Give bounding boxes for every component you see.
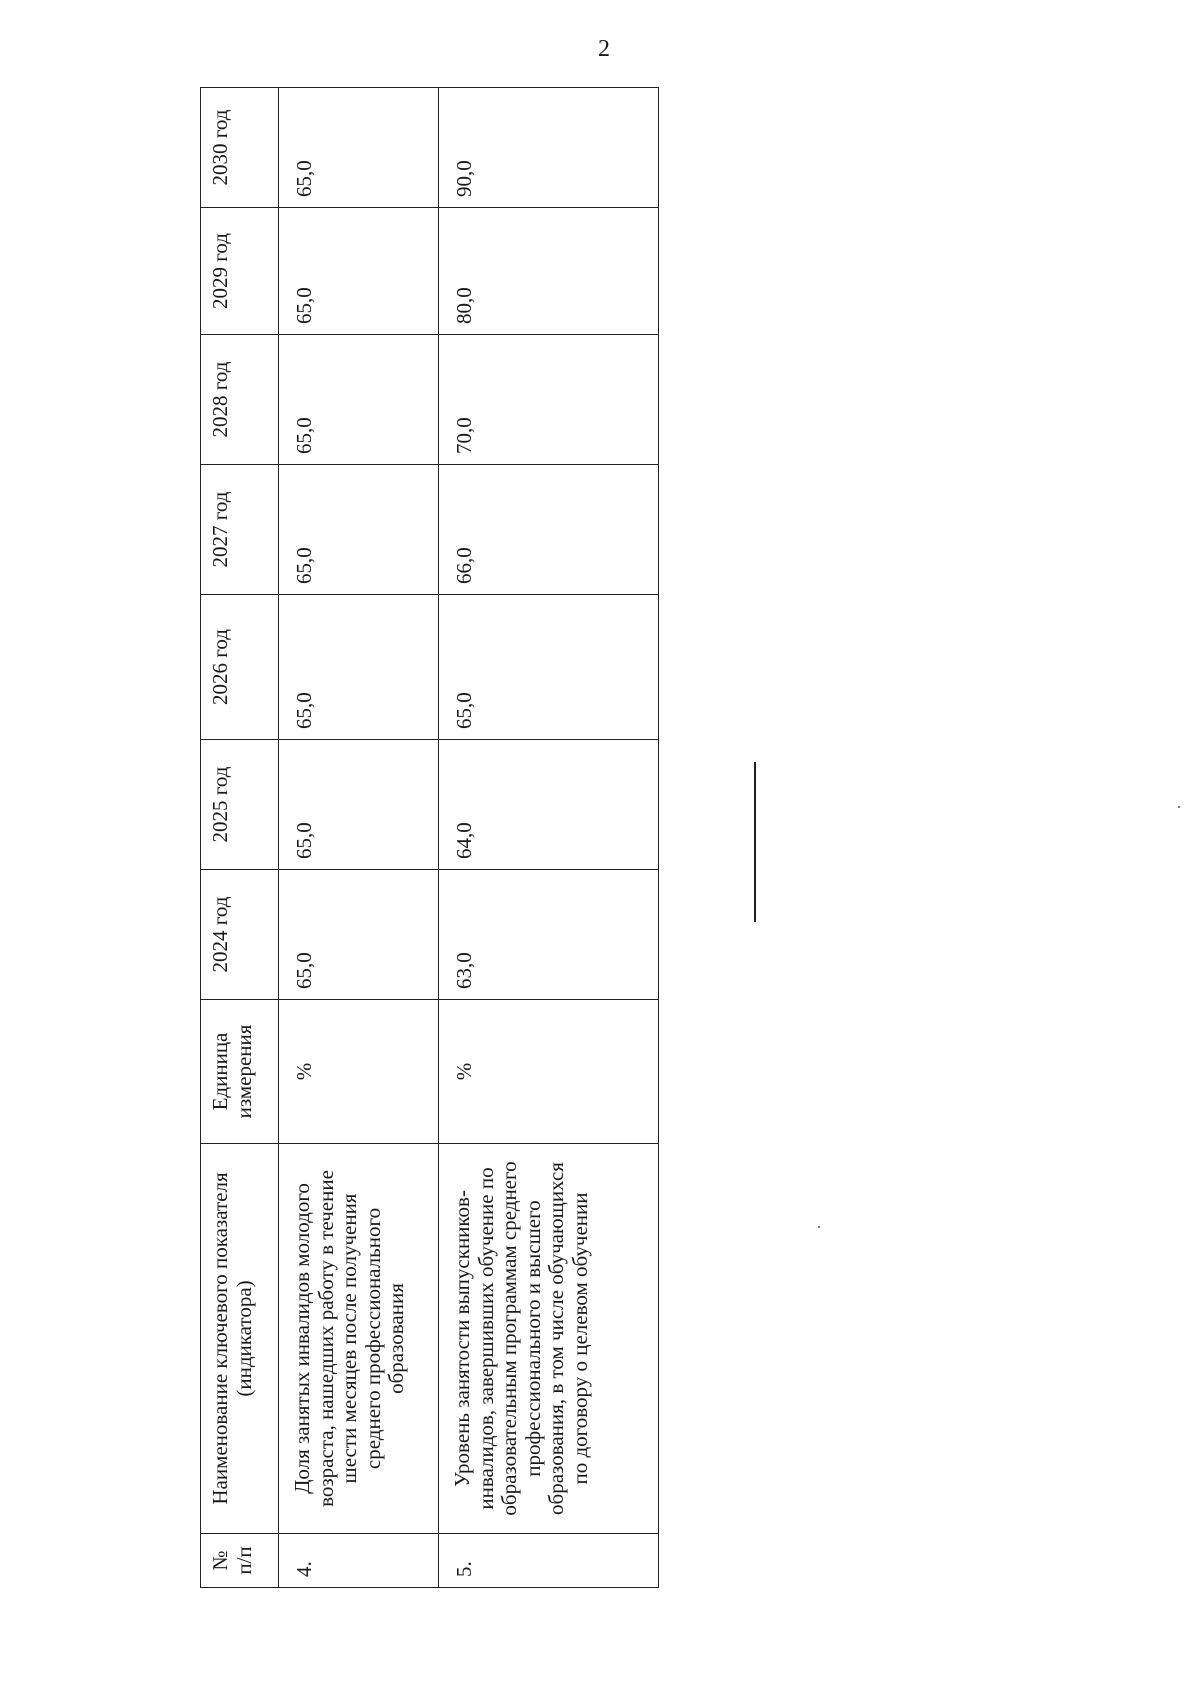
table-header-row	[201, 88, 279, 1588]
header-year-2030: 2030 год	[201, 88, 279, 208]
header-year-2024: 2024 год	[201, 870, 279, 1000]
header-name: Наименование ключевого показателя (индикатора)	[201, 1144, 279, 1534]
row-value-2030: 90,0	[439, 88, 659, 208]
row-unit: %	[279, 1000, 439, 1144]
row-value-2025: 65,0	[279, 740, 439, 870]
row-value-2026: 65,0	[279, 595, 439, 740]
row-num: 5.	[439, 1534, 659, 1588]
row-value-2024: 63,0	[439, 870, 659, 1000]
scan-speck	[818, 1226, 820, 1228]
header-num: № п/п	[201, 1534, 279, 1588]
header-year-2029: 2029 год	[201, 208, 279, 335]
end-divider-line	[754, 762, 756, 922]
row-value-2027: 65,0	[279, 465, 439, 595]
page-number: 2	[598, 36, 610, 62]
header-year-2028: 2028 год	[201, 335, 279, 465]
row-value-2025: 64,0	[439, 740, 659, 870]
header-year-2026: 2026 год	[201, 595, 279, 740]
row-value-2026: 65,0	[439, 595, 659, 740]
indicators-table-container	[200, 88, 658, 1588]
header-unit: Единица измерения	[201, 1000, 279, 1144]
row-value-2027: 66,0	[439, 465, 659, 595]
row-unit: %	[439, 1000, 659, 1144]
row-num: 4.	[279, 1534, 439, 1588]
row-value-2029: 65,0	[279, 208, 439, 335]
row-value-2028: 65,0	[279, 335, 439, 465]
row-value-2024: 65,0	[279, 870, 439, 1000]
header-year-2027: 2027 год	[201, 465, 279, 595]
table-row	[439, 88, 659, 1588]
indicators-table	[200, 87, 659, 1588]
row-value-2030: 65,0	[279, 88, 439, 208]
row-indicator-name: Уровень занятости выпускников-инвалидов, завершивших обучение по образовательным программам среднего профессионального и высшего образования, в том числе обучающихся по договору о целевом обучении	[439, 1144, 659, 1534]
row-value-2028: 70,0	[439, 335, 659, 465]
table-row	[279, 88, 439, 1588]
row-indicator-name: Доля занятых инвалидов молодого возраста, нашедших работу в течение шести месяцев после получения среднего профессионального образования	[279, 1144, 439, 1534]
row-value-2029: 80,0	[439, 208, 659, 335]
scan-speck	[1178, 806, 1180, 808]
header-year-2025: 2025 год	[201, 740, 279, 870]
